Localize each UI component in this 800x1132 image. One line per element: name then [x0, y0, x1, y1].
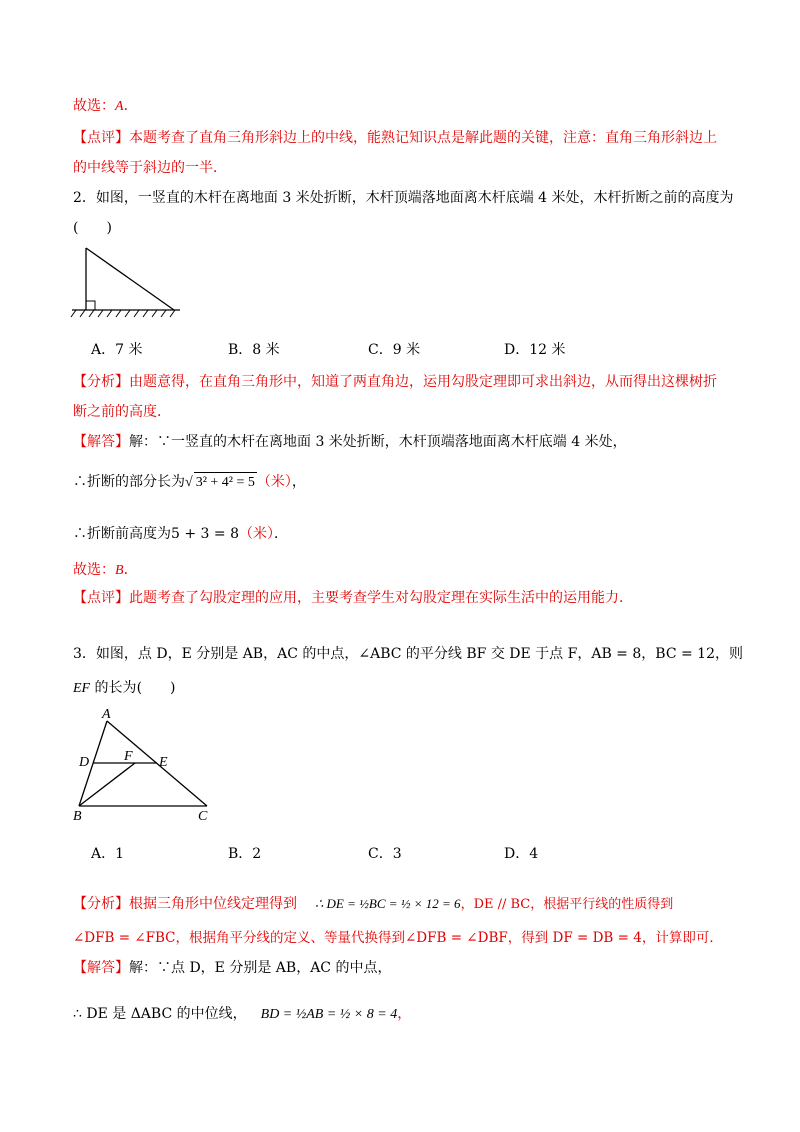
q2-figure	[70, 240, 185, 325]
q2-analysis-line2: 断之前的高度．	[73, 404, 171, 420]
q2-comment: 【点评】此题考查了勾股定理的应用，主要考查学生对勾股定理在实际生活中的运用能力．	[73, 590, 633, 606]
label-a: A	[102, 707, 111, 722]
q3-stem-line2: EF 的长为( )	[73, 680, 176, 696]
q3-option-a[interactable]: A．1	[91, 846, 125, 862]
q2-analysis-line1: 【分析】由题意得，在直角三角形中，知道了两直角边，运用勾股定理即可求出斜边，从而得出这棵树折	[73, 374, 717, 390]
q3-figure	[68, 702, 218, 827]
q2-stem-line1: 2．如图，一竖直的木杆在离地面 3 米处折断，木杆顶端落地面离木杆底端 4 米处，木杆折断之前的高度为	[73, 190, 734, 206]
ground-hatching	[71, 310, 175, 317]
q2-option-a[interactable]: A．7 米	[91, 342, 143, 358]
label-e: E	[159, 755, 168, 770]
q2-solution-step2: ∴折断前高度为5 + 3 = 8（米）．	[73, 526, 288, 542]
q2-stem-line2: ( )	[73, 220, 112, 236]
q3-analysis-line2: ∠DFB = ∠FBC，根据角平分线的定义、等量代换得到∠DFB = ∠DBF，得到 DF = DB = 4，计算即可．	[73, 930, 723, 946]
broken-part	[86, 248, 174, 310]
q2-option-c[interactable]: C．9 米	[368, 342, 421, 358]
q2-option-d[interactable]: D．12 米	[504, 342, 566, 358]
q2-option-b[interactable]: B．8 米	[228, 342, 280, 358]
label-b: B	[73, 809, 82, 824]
sqrt-formula: √ 3² + 4² = 5	[185, 475, 257, 490]
q1-comment-line2: 的中线等于斜边的一半．	[73, 160, 227, 176]
q3-analysis-line1: 【分析】根据三角形中位线定理得到 ∴ DE = ½BC = ½ × 12 = 6，DE // BC，根据平行线的性质得到	[73, 896, 674, 912]
q3-solution-line1: 【解答】解：∵点 D，E 分别是 AB，AC 的中点，	[73, 960, 392, 976]
label-f: F	[124, 749, 133, 764]
q3-option-b[interactable]: B．2	[228, 846, 262, 862]
label-d: D	[79, 755, 90, 770]
label-c: C	[198, 809, 208, 824]
q2-solution-step1: ∴折断的部分长为√ 3² + 4² = 5 （米），	[73, 472, 306, 493]
right-angle-mark	[86, 301, 95, 310]
q2-answer: 故选：B．	[73, 562, 138, 578]
q3-stem-line1: 3．如图，点 D，E 分别是 AB，AC 的中点，∠ABC 的平分线 BF 交 DE 于点 F，AB = 8，BC = 12，则	[73, 646, 743, 662]
q1-answer: 故选：A．	[73, 98, 138, 114]
q3-solution-step1: ∴ DE 是 ΔABC 的中位线， BD = ½AB = ½ × 8 = 4，	[73, 1006, 412, 1022]
q3-option-d[interactable]: D．4	[504, 846, 539, 862]
q2-solution-line1: 【解答】解：∵一竖直的木杆在离地面 3 米处折断，木杆顶端落地面离木杆底端 4 米处，	[73, 434, 627, 450]
q3-option-c[interactable]: C．3	[368, 846, 402, 862]
q1-comment-line1: 【点评】本题考查了直角三角形斜边上的中线，能熟记知识点是解此题的关键，注意：直角三角形斜边上	[73, 130, 717, 146]
